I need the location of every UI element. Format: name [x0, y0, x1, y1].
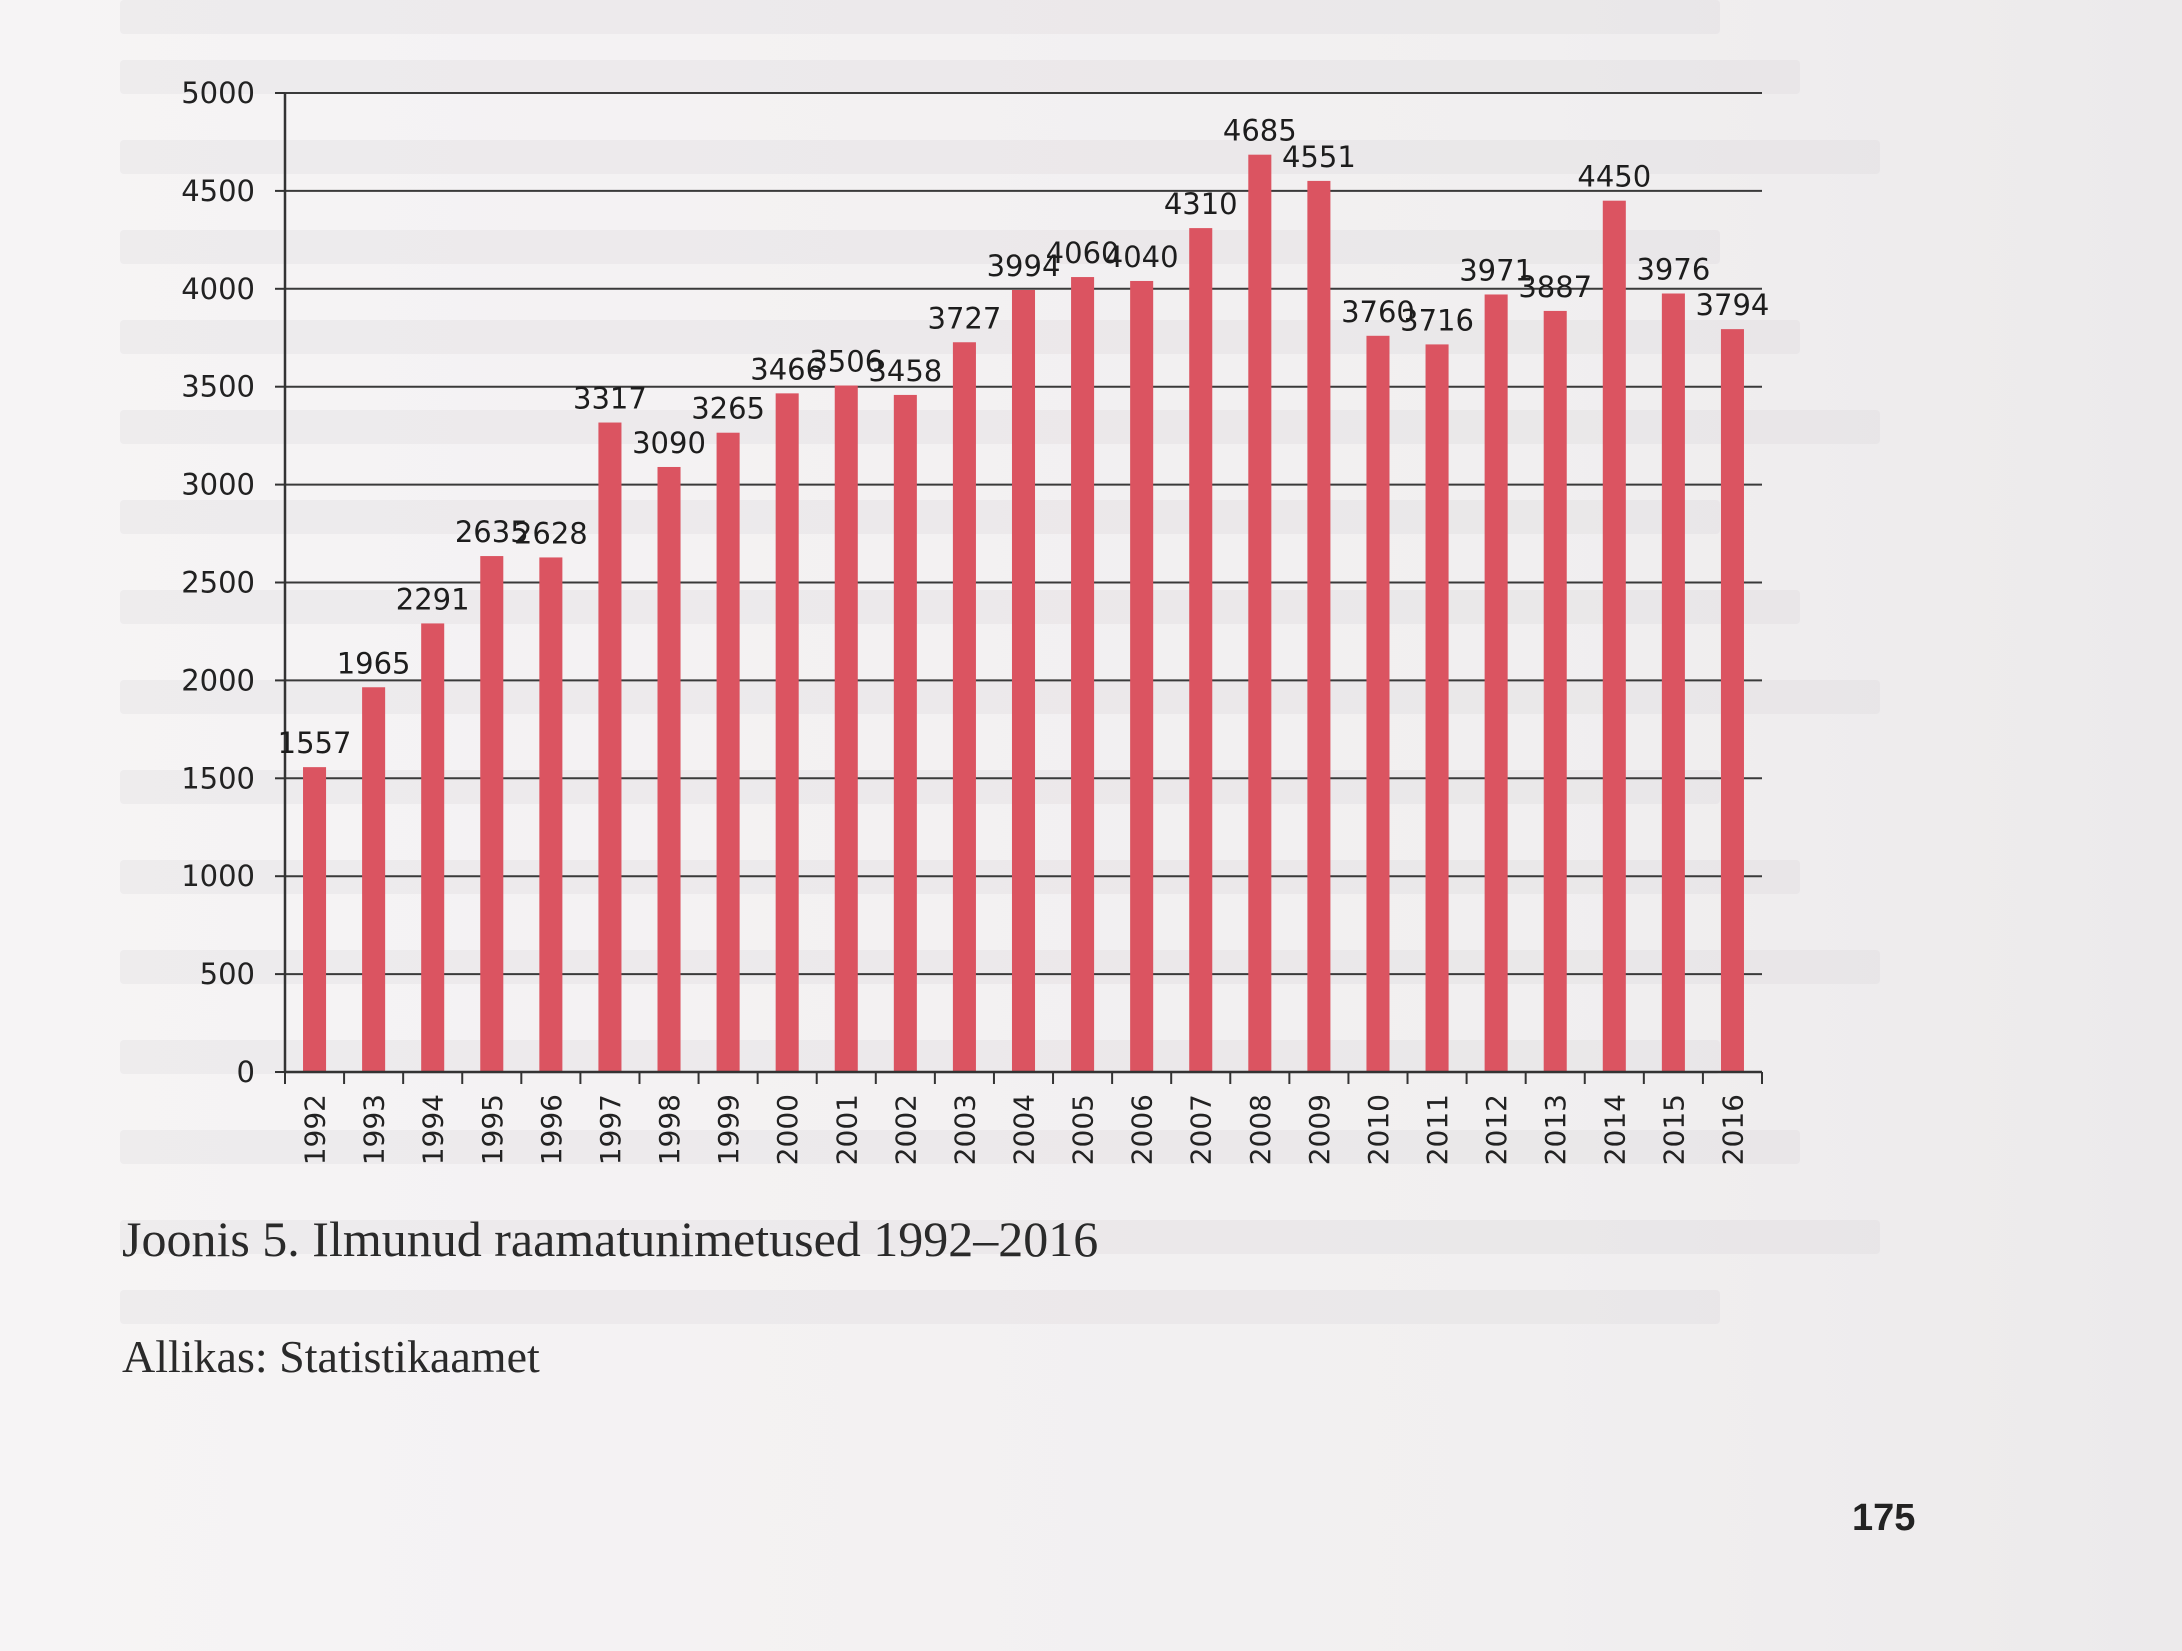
x-tick-label: 2015 — [1657, 1094, 1691, 1166]
data-label: 3466 — [750, 352, 825, 387]
x-tick-label: 2014 — [1598, 1094, 1632, 1166]
x-tick-label: 2003 — [948, 1094, 982, 1166]
x-tick-label: 2000 — [771, 1094, 805, 1166]
y-tick-label: 500 — [199, 957, 255, 992]
data-label: 2291 — [395, 582, 470, 617]
bar — [1012, 290, 1035, 1072]
data-label: 3090 — [632, 425, 706, 460]
bar — [539, 557, 562, 1072]
y-tick-label: 0 — [236, 1055, 255, 1089]
x-tick-label: 2011 — [1421, 1094, 1455, 1166]
x-tick-label: 2008 — [1243, 1094, 1277, 1166]
data-label: 3794 — [1695, 288, 1770, 323]
x-tick-label: 2005 — [1066, 1094, 1100, 1166]
x-tick-label: 1995 — [475, 1094, 509, 1166]
data-label: 4310 — [1163, 187, 1238, 222]
bar — [657, 467, 680, 1072]
bar — [1071, 277, 1094, 1072]
bar — [1426, 344, 1449, 1072]
x-tick-label: 2001 — [830, 1094, 864, 1166]
x-tick-label: 2004 — [1007, 1094, 1041, 1166]
data-label: 4060 — [1045, 236, 1120, 271]
x-tick-label: 1999 — [712, 1094, 746, 1166]
x-tick-label: 1996 — [534, 1094, 568, 1166]
x-tick-label: 1998 — [653, 1094, 687, 1166]
x-tick-label: 2016 — [1716, 1094, 1750, 1166]
data-label: 2628 — [513, 516, 588, 551]
data-label: 3976 — [1636, 252, 1711, 287]
x-tick-label: 1993 — [357, 1094, 391, 1166]
x-tick-label: 2007 — [1184, 1094, 1218, 1166]
bar — [1485, 294, 1508, 1072]
data-label: 4040 — [1104, 239, 1179, 274]
bar — [1603, 201, 1626, 1072]
data-label: 3887 — [1518, 269, 1593, 304]
x-tick-label: 2010 — [1361, 1094, 1395, 1166]
data-label: 3716 — [1400, 303, 1474, 338]
x-tick-label: 2006 — [1125, 1094, 1159, 1166]
x-tick-label: 1997 — [593, 1094, 627, 1166]
y-tick-labels — [181, 76, 285, 1089]
x-tick-label: 1992 — [298, 1094, 332, 1166]
x-tick-label: 2012 — [1480, 1094, 1514, 1166]
data-label: 3265 — [691, 391, 766, 426]
bar — [480, 556, 503, 1072]
y-tick-label: 1000 — [181, 859, 255, 894]
x-tick-label: 2009 — [1302, 1094, 1336, 1166]
bar — [1662, 293, 1685, 1072]
data-label: 3458 — [868, 353, 943, 388]
bar — [953, 342, 976, 1072]
x-tick-label: 1994 — [416, 1094, 450, 1166]
bar — [303, 767, 326, 1072]
bar — [598, 423, 621, 1072]
data-label: 4551 — [1281, 139, 1356, 174]
bar — [1307, 181, 1330, 1072]
data-label: 1965 — [336, 646, 411, 681]
data-label: 4685 — [1222, 113, 1297, 148]
y-tick-label: 4000 — [181, 271, 255, 306]
data-label: 3994 — [986, 248, 1061, 283]
bar — [421, 623, 444, 1072]
x-tick-label: 2002 — [889, 1094, 923, 1166]
page-number: 175 — [1852, 1497, 1916, 1539]
data-label: 2635 — [454, 515, 529, 550]
data-label: 3760 — [1341, 294, 1415, 329]
y-tick-label: 2000 — [181, 663, 255, 698]
y-tick-label: 3000 — [181, 467, 255, 502]
data-label: 1557 — [277, 726, 352, 761]
figure-source: Allikas: Statistikaamet — [122, 1331, 540, 1382]
bar — [776, 393, 799, 1072]
bar — [362, 687, 385, 1072]
x-tick-label: 2013 — [1539, 1094, 1573, 1166]
bar — [1721, 329, 1744, 1072]
bar — [1189, 228, 1212, 1072]
y-tick-label: 4500 — [181, 173, 255, 208]
data-label: 3317 — [573, 381, 647, 416]
data-label: 4450 — [1577, 159, 1652, 194]
y-tick-label: 3500 — [181, 369, 255, 404]
bar — [717, 433, 740, 1072]
x-tick-labels — [299, 1094, 1750, 1165]
data-label: 3506 — [809, 344, 884, 379]
figure-caption: Joonis 5. Ilmunud raamatunimetused 1992–2016 — [122, 1211, 1099, 1267]
bar — [835, 386, 858, 1072]
y-tick-label: 2500 — [181, 565, 255, 600]
bar — [894, 395, 917, 1072]
y-tick-label: 5000 — [181, 76, 255, 110]
data-label: 3971 — [1459, 253, 1534, 288]
bar — [1544, 311, 1567, 1072]
bar — [1366, 336, 1389, 1072]
bar — [1248, 155, 1271, 1072]
bar — [1130, 281, 1153, 1072]
y-tick-label: 1500 — [181, 761, 255, 796]
data-label: 3727 — [927, 301, 1002, 336]
